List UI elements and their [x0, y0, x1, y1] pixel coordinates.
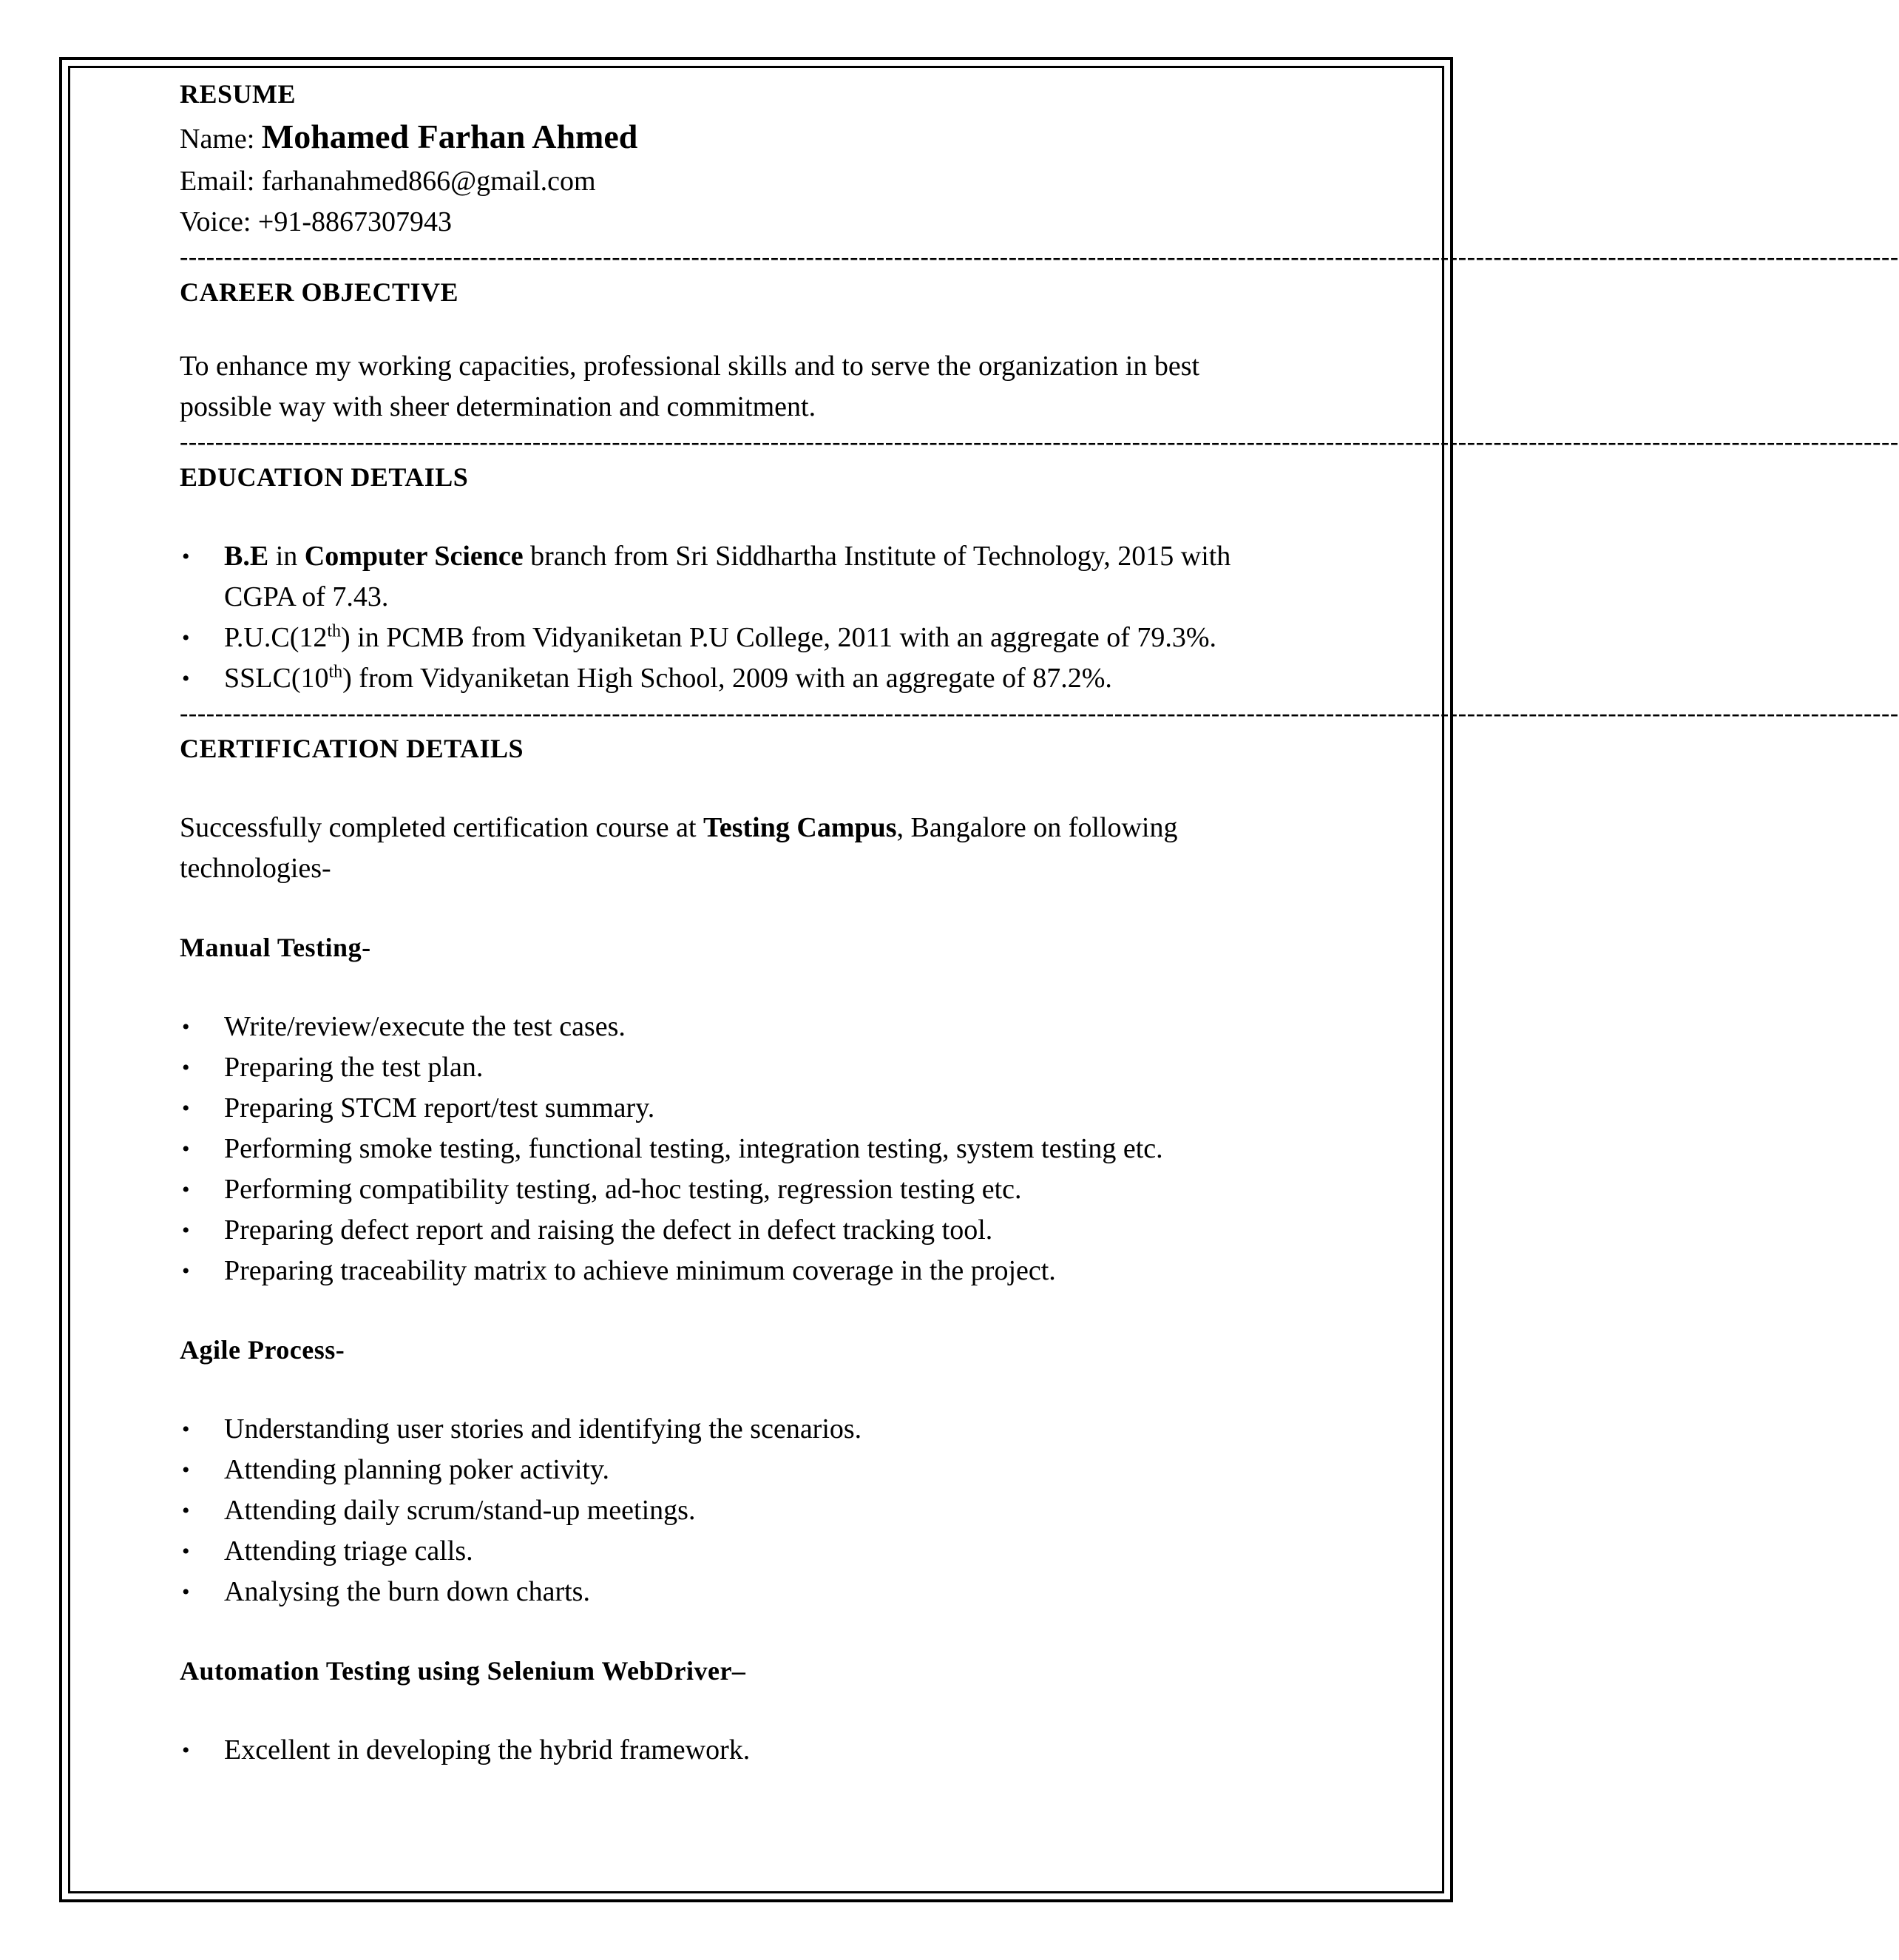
degree: B.E	[224, 541, 269, 572]
sslc-text: SSLC(10	[224, 663, 329, 694]
list-item-text: Attending triage calls.	[224, 1535, 473, 1567]
bullet-icon: •	[182, 544, 190, 569]
list-item	[180, 1129, 1341, 1169]
bullet-icon: •	[182, 1177, 190, 1202]
name-value: Mohamed Farhan Ahmed	[261, 118, 638, 155]
career-objective-line1: To enhance my working capacities, professional skills and to serve the organization in best	[180, 351, 1200, 382]
career-objective-line2: possible way with sheer determination and commitment.	[180, 391, 816, 422]
sslc-details: ) from Vidyaniketan High School, 2009 with an aggregate of 87.2%.	[342, 663, 1112, 694]
list-item	[180, 658, 1341, 699]
puc-text: P.U.C(12	[224, 622, 328, 653]
list-item-text: Excellent in developing the hybrid framework.	[224, 1734, 751, 1765]
bullet-icon: •	[182, 1498, 190, 1523]
list-item	[180, 1210, 1341, 1251]
list-item	[180, 1409, 1341, 1450]
bullet-icon: •	[182, 1096, 190, 1121]
email-label: Email:	[180, 166, 255, 197]
bullet-icon: •	[182, 1539, 190, 1564]
automation-testing-heading: Automation Testing using Selenium WebDriver–	[180, 1656, 746, 1686]
list-item-text: Preparing STCM report/test summary.	[224, 1092, 655, 1123]
sslc-sup: th	[328, 662, 343, 682]
list-item	[180, 1047, 1341, 1088]
bullet-icon: •	[182, 1580, 190, 1604]
education-heading: EDUCATION DETAILS	[180, 462, 469, 492]
career-objective-heading: CAREER OBJECTIVE	[180, 277, 459, 307]
list-item-text: Write/review/execute the test cases.	[224, 1011, 626, 1042]
degree-details: branch from Sri Siddhartha Institute of Technology, 2015 with	[523, 541, 1231, 572]
agile-process-list	[180, 1409, 1341, 1612]
section-divider: ---------------------------------------------------------------------------------------------------------------------------------------------------------------------------------------------------	[180, 428, 1899, 456]
degree-in: in	[268, 541, 305, 572]
bullet-icon: •	[182, 666, 190, 691]
list-item	[180, 1490, 1341, 1531]
name-label: Name:	[180, 124, 255, 155]
puc-details: ) in PCMB from Vidyaniketan P.U College, 2011 with an aggregate of 79.3%.	[341, 622, 1217, 653]
section-divider: ---------------------------------------------------------------------------------------------------------------------------------------------------------------------------------------------------	[180, 243, 1899, 271]
certification-intro-rest: , Bangalore on following	[896, 812, 1178, 843]
resume-title: RESUME	[180, 79, 297, 109]
list-item	[180, 1169, 1341, 1210]
voice-line	[180, 202, 1341, 243]
list-item-text: Understanding user stories and identifying the scenarios.	[224, 1413, 862, 1444]
certification-heading: CERTIFICATION DETAILS	[180, 734, 524, 763]
bullet-icon: •	[182, 626, 190, 650]
agile-process-heading: Agile Process-	[180, 1335, 345, 1365]
education-list	[180, 536, 1341, 699]
list-item-text: Performing smoke testing, functional testing, integration testing, system testing etc.	[224, 1133, 1163, 1164]
voice-label: Voice:	[180, 206, 251, 237]
puc-sup: th	[327, 621, 342, 641]
name-line	[180, 115, 1341, 161]
degree-cgpa: CGPA of 7.43.	[224, 581, 389, 612]
manual-testing-list	[180, 1007, 1341, 1291]
bullet-icon: •	[182, 1259, 190, 1283]
list-item-text: Preparing defect report and raising the defect in defect tracking tool.	[224, 1214, 993, 1246]
bullet-icon: •	[182, 1015, 190, 1039]
bullet-icon: •	[182, 1458, 190, 1482]
certification-intro	[180, 808, 1341, 848]
list-item	[180, 1730, 1341, 1771]
resume-document	[180, 74, 1899, 1771]
certification-intro-line2: technologies-	[180, 853, 331, 884]
list-item	[180, 618, 1341, 658]
voice-value: +91-8867307943	[257, 206, 452, 237]
bullet-icon: •	[182, 1417, 190, 1442]
list-item	[180, 1450, 1341, 1490]
list-item	[180, 1088, 1341, 1129]
list-item-text: Preparing the test plan.	[224, 1052, 484, 1083]
list-item-text: Performing compatibility testing, ad-hoc testing, regression testing etc.	[224, 1174, 1022, 1205]
degree-field: Computer Science	[304, 541, 524, 572]
section-divider: ---------------------------------------------------------------------------------------------------------------------------------------------------------------------------------------------------	[180, 700, 1899, 727]
bullet-icon: •	[182, 1055, 190, 1080]
list-item	[180, 1251, 1341, 1291]
list-item	[180, 1572, 1341, 1612]
certification-intro-text: Successfully completed certification course at	[180, 812, 704, 843]
bullet-icon: •	[182, 1137, 190, 1161]
list-item-text: Attending daily scrum/stand-up meetings.	[224, 1495, 696, 1526]
list-item	[180, 1007, 1341, 1047]
list-item-text: Analysing the burn down charts.	[224, 1576, 590, 1607]
email-value: farhanahmed866@gmail.com	[261, 166, 596, 197]
list-item-text: Preparing traceability matrix to achieve minimum coverage in the project.	[224, 1255, 1056, 1286]
bullet-icon: •	[182, 1218, 190, 1243]
testing-campus: Testing Campus	[703, 812, 897, 843]
manual-testing-heading: Manual Testing-	[180, 933, 371, 962]
automation-testing-list	[180, 1730, 1341, 1771]
email-line	[180, 161, 1341, 202]
bullet-icon: •	[182, 1738, 190, 1763]
list-item	[180, 536, 1341, 618]
list-item-text: Attending planning poker activity.	[224, 1454, 609, 1485]
list-item	[180, 1531, 1341, 1572]
